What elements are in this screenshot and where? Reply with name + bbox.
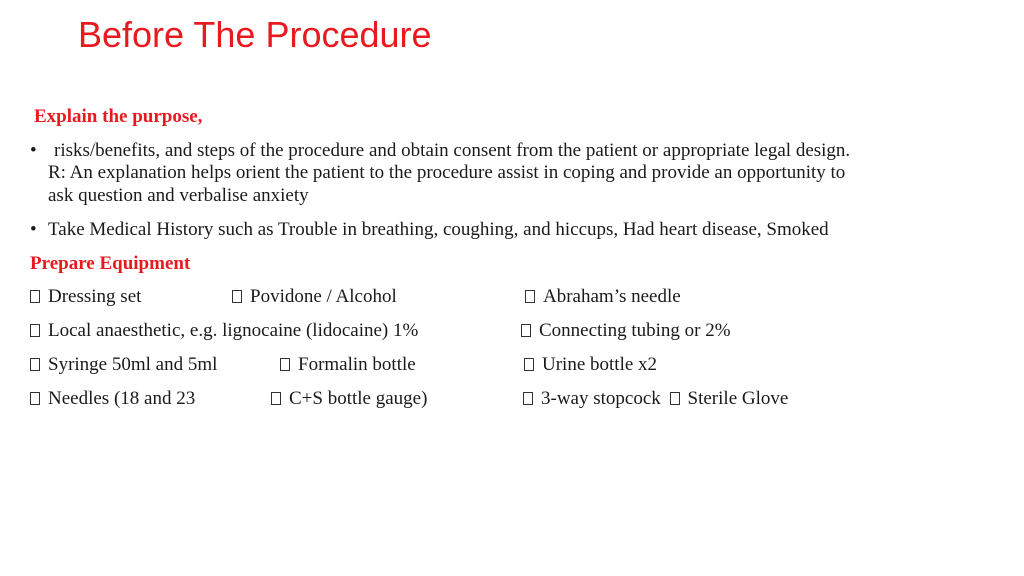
bullet-marker: • (30, 219, 37, 240)
equipment-item: Dressing set (30, 286, 141, 308)
checkbox-icon (30, 324, 40, 337)
bullet1-line3: ask question and verbalise anxiety (48, 185, 309, 206)
explain-purpose-heading: Explain the purpose, (34, 106, 203, 127)
equipment-item: Urine bottle x2 (524, 354, 657, 376)
equipment-item: 3-way stopcock Sterile Glove (523, 388, 788, 410)
equipment-item: Syringe 50ml and 5ml (30, 354, 217, 376)
checkbox-icon (30, 392, 40, 405)
equipment-item: Needles (18 and 23 (30, 388, 195, 410)
checkbox-icon (30, 290, 40, 303)
checkbox-icon (30, 358, 40, 371)
bullet1-line1: risks/benefits, and steps of the procedure and obtain consent from the patient or appropriate legal design. (54, 140, 851, 161)
bullet2-text: Take Medical History such as Trouble in breathing, coughing, and hiccups, Had heart disease, Smoked (48, 219, 829, 240)
slide-title: Before The Procedure (78, 14, 432, 55)
equipment-item: C+S bottle gauge) (271, 388, 427, 410)
prepare-equipment-heading: Prepare Equipment (30, 253, 191, 274)
checkbox-icon (521, 324, 531, 337)
equipment-item: Abraham’s needle (525, 286, 681, 308)
checkbox-icon (280, 358, 290, 371)
checkbox-icon (670, 392, 680, 405)
bullet1-line2: R: An explanation helps orient the patient to the procedure assist in coping and provide an opportunity to (48, 162, 846, 183)
checkbox-icon (271, 392, 281, 405)
checkbox-icon (232, 290, 242, 303)
equipment-item: Local anaesthetic, e.g. lignocaine (lidocaine) 1% (30, 320, 418, 342)
checkbox-icon (523, 392, 533, 405)
equipment-item: Connecting tubing or 2% (521, 320, 731, 342)
bullet-marker: • (30, 140, 37, 161)
equipment-item: Formalin bottle (280, 354, 416, 376)
checkbox-icon (524, 358, 534, 371)
checkbox-icon (525, 290, 535, 303)
equipment-item: Povidone / Alcohol (232, 286, 397, 308)
